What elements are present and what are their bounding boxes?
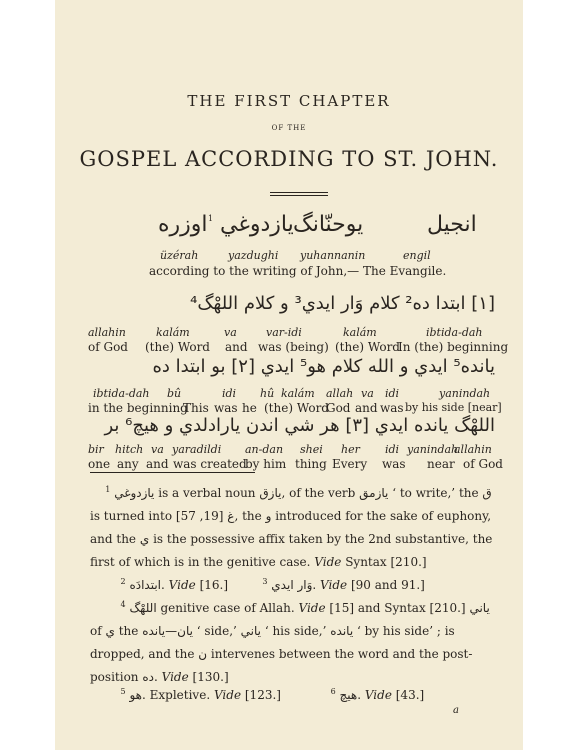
v3-translit-idi: idi — [385, 443, 400, 456]
intro-gloss: according to the writing of John,— The Evangile. — [149, 264, 447, 278]
v2-translit-va: va — [361, 387, 374, 400]
v1-translit-kalam-2: kalám — [343, 326, 377, 339]
footnotes-2-3: $^2$ ابتدادَه. Vide [16.] $^3$ وَار ايدي. Vide [90 and 91.] — [120, 577, 425, 592]
v2-gloss-this: This — [183, 401, 209, 415]
v3-gloss-and: and — [146, 457, 169, 471]
v2-gloss-god: God — [326, 401, 351, 415]
footnotes-5-6: $^5$ هو. Expletive. Vide [123.] $^6$ هيچ. Vide [43.] — [120, 687, 425, 702]
gospel-title: GOSPEL ACCORDING TO ST. JOHN. — [79, 147, 499, 171]
v3-gloss-any: any — [117, 457, 139, 471]
v3-gloss-by-him: by him — [245, 457, 287, 471]
v1-gloss-word-2: (the) Word — [335, 340, 400, 354]
v2-translit-ibtida-dah: ibtida-dah — [93, 387, 150, 400]
footnote-divider — [90, 472, 255, 473]
footnote-4: $^4$ اللهْگ genitive case of Allah. Vide [15] and Syntax [210.] ياني of ي the يان—يانده ‘ side,’ ياني ‘ his side,’ يانده ‘ by his side’ ; is dropped, and the ن intervenes between the word and the post-position ده. Vide [130.] — [90, 600, 490, 684]
v1-translit-va: va — [224, 326, 237, 339]
v2-translit-hu: hû — [260, 387, 275, 400]
v3-translit-yaradildi: yaradildi — [172, 443, 222, 456]
verse-line-1-arabic: [١] ابتدا ده² كلام وَار ايدي³ و كلام اللهْگ⁴ — [190, 293, 495, 314]
book-page — [55, 0, 523, 750]
v2-translit-allah: allah — [326, 387, 354, 400]
v2-gloss-and: and — [355, 401, 378, 415]
title-rule-bottom — [270, 195, 328, 196]
v3-translit-hitch: hitch — [115, 443, 144, 456]
v2-gloss-he: he — [242, 401, 257, 415]
intro-arabic-uzerah: اوزره — [158, 212, 208, 237]
v3-gloss-was: was — [382, 457, 406, 471]
v2-translit-bu: bû — [167, 387, 182, 400]
v3-translit-shei: shei — [300, 443, 323, 456]
intro-translit-yuhannanin: yuhannanin — [300, 249, 366, 262]
v3-translit-her: her — [341, 443, 360, 456]
intro-footnote-marker: 1 — [208, 214, 214, 223]
intro-translit-yazdughi: yazdughi — [228, 249, 279, 262]
v2-gloss-was-2: was — [380, 401, 404, 415]
footnote-1: $^1$ يازدوغي is a verbal noun يازق, of the verb يازمق ‘ to write,’ the ق is turned into غ [19, 57], the و introduced for the sake of euphony, and the ي is the possessive affix taken by the 2nd substantive, the first of which is in the genitive case. Vide Syntax [210.] — [90, 485, 493, 569]
intro-arabic-yazdughi: يازدوغي — [220, 212, 294, 237]
v1-gloss-and: and — [225, 340, 248, 354]
v3-gloss-of-god: of God — [463, 457, 503, 471]
v3-translit-va: va — [151, 443, 164, 456]
v2-gloss-word: (the) Word — [264, 401, 329, 415]
v3-gloss-near: near — [427, 457, 455, 471]
v3-translit-yanindah: yanindah — [407, 443, 459, 456]
v3-translit-bir: bir — [88, 443, 104, 456]
v1-gloss-in-beginning: In (the) beginning — [398, 340, 509, 354]
v3-gloss-every: Every — [332, 457, 368, 471]
v1-gloss-word: (the) Word — [145, 340, 210, 354]
title-rule-top — [270, 192, 328, 193]
v2-translit-idi: idi — [222, 387, 237, 400]
v1-translit-var-idi: var-idi — [266, 326, 302, 339]
verse-line-3-arabic: اللهْگ يانده ايدي [٣] هر شي اندن يارادلدي و هيچ⁶ بر — [104, 415, 495, 436]
signature-mark: a — [453, 705, 459, 716]
v2-gloss-was: was — [214, 401, 238, 415]
v2-translit-idi-2: idi — [385, 387, 400, 400]
v2-gloss-by-his-side: by his side [near] — [405, 401, 502, 414]
v2-translit-kalam: kalám — [281, 387, 315, 400]
v3-translit-an-dan: an-dan — [245, 443, 284, 456]
v1-translit-allahin: allahin — [88, 326, 126, 339]
intro-translit-uzerah: üzérah — [160, 249, 199, 262]
v3-gloss-was-created: was created — [173, 457, 247, 471]
intro-arabic-engil: انجيل — [427, 212, 477, 237]
v1-gloss-of-god: of God — [88, 340, 128, 354]
v3-gloss-one: one — [88, 457, 111, 471]
intro-arabic-yuhannanin: يوحنّانگ — [293, 212, 364, 237]
v1-translit-kalam: kalám — [156, 326, 190, 339]
v2-gloss-in-beginning: in the beginning — [88, 401, 188, 415]
v3-translit-allahin: allahin — [454, 443, 492, 456]
v1-gloss-was-being: was (being) — [258, 340, 329, 354]
of-the-label: OF THE — [271, 124, 307, 132]
verse-line-2-arabic: يانده⁵ ايدي و الله كلام هو⁵ ايدي [٢] بو ابتدا ده — [152, 356, 495, 377]
v2-translit-yanindah: yanindah — [439, 387, 491, 400]
chapter-title: THE FIRST CHAPTER — [187, 92, 391, 110]
v1-translit-ibtida-dah: ibtida-dah — [426, 326, 483, 339]
intro-translit-engil: engil — [403, 249, 431, 262]
v3-gloss-thing: thing — [295, 457, 327, 471]
